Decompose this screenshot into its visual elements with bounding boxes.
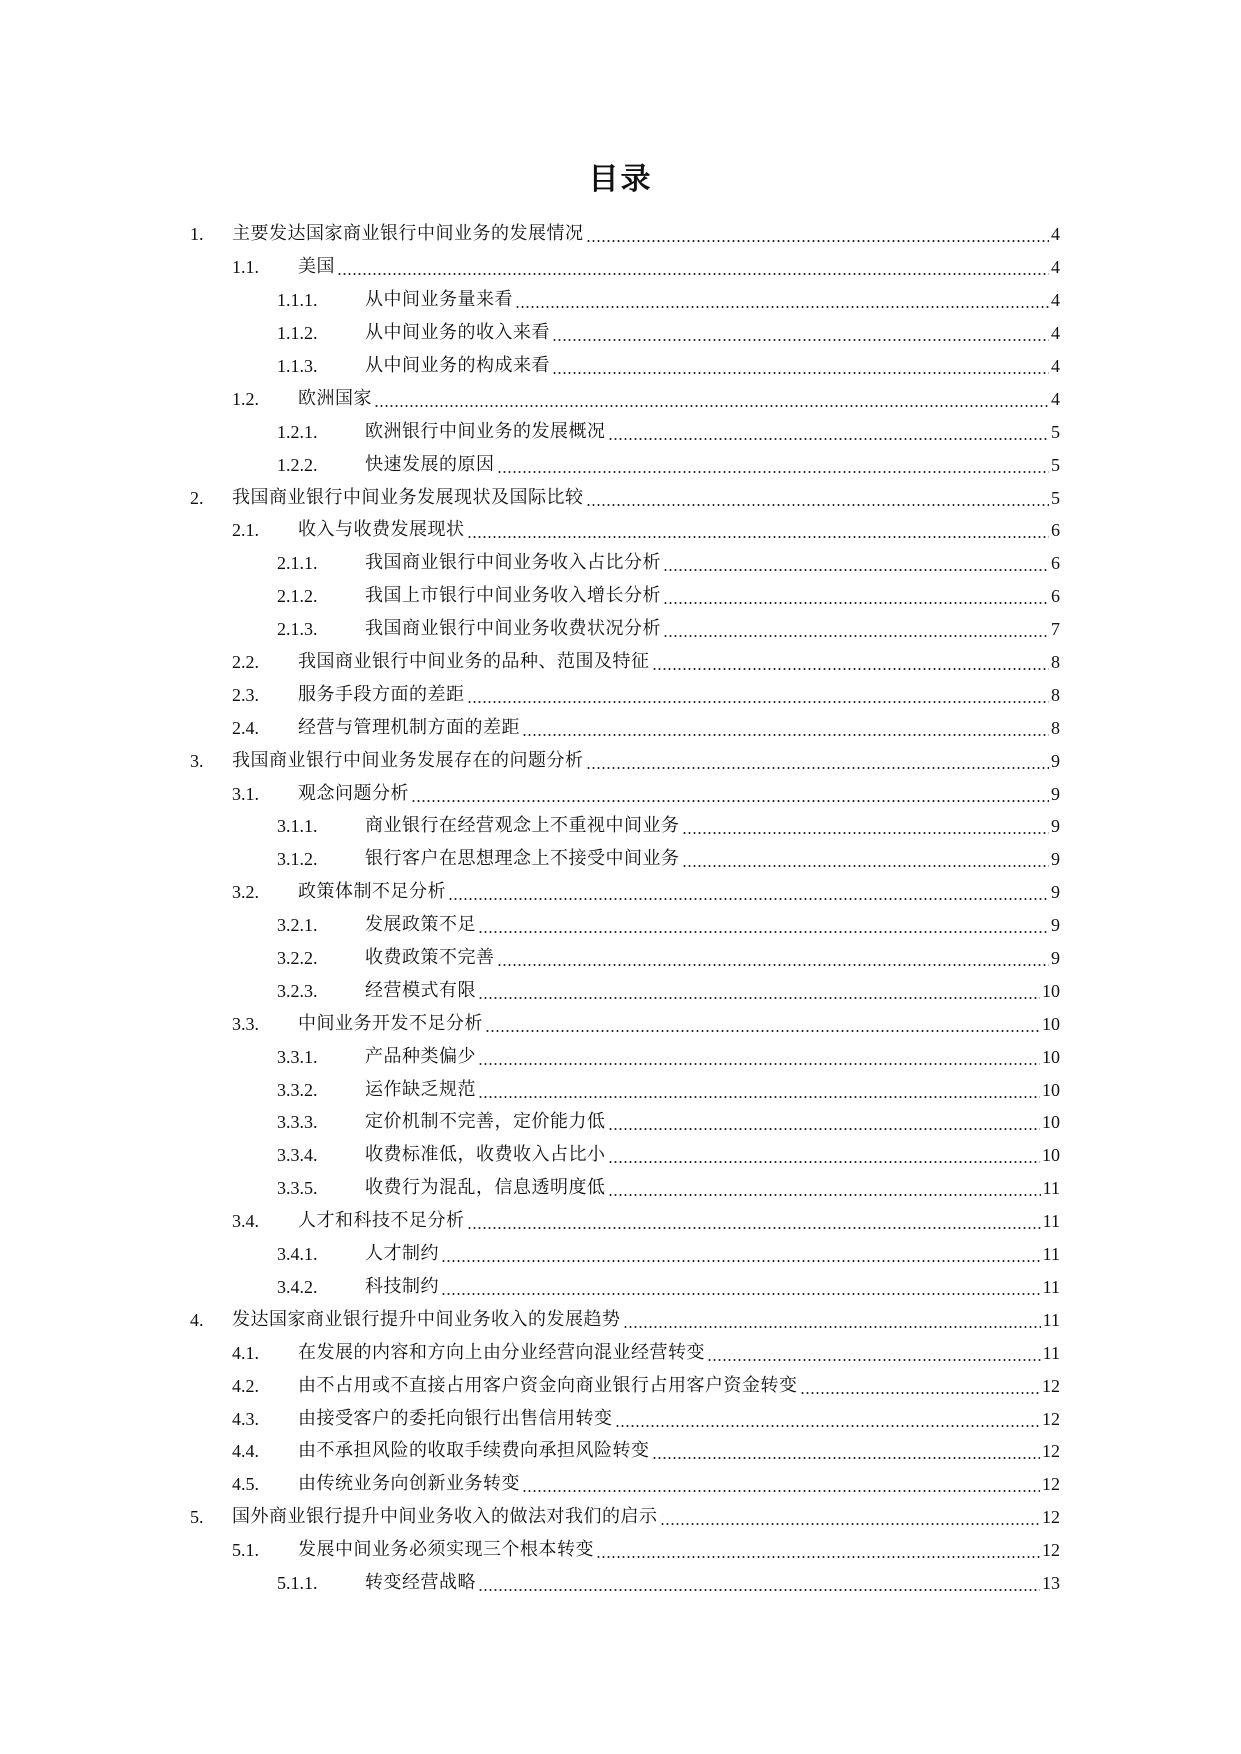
toc-entry-title[interactable]: 美国 (298, 256, 335, 278)
toc-entry-number: 2.1.3. (277, 619, 318, 640)
toc-entry-page-number: 9 (1051, 816, 1060, 837)
dot-leader (552, 322, 1049, 344)
dot-leader (586, 750, 1050, 772)
toc-entry-title[interactable]: 中间业务开发不足分析 (298, 1012, 483, 1034)
toc-entry[interactable] (190, 1007, 1060, 1040)
toc-entry-number: 5.1.1. (277, 1572, 318, 1593)
toc-entry-page-number: 9 (1051, 849, 1060, 870)
dot-leader (707, 1342, 1041, 1364)
toc-entry-page-number: 12 (1042, 1441, 1060, 1462)
toc-entry[interactable] (190, 613, 1060, 646)
toc-entry-number: 5. (190, 1507, 204, 1528)
toc-entry[interactable] (190, 1139, 1060, 1172)
toc-entry-title[interactable]: 政策体制不足分析 (298, 881, 446, 903)
dot-leader (608, 1144, 1041, 1166)
dot-leader (682, 848, 1050, 870)
dot-leader (478, 914, 1049, 936)
toc-entry-page-number: 11 (1042, 1342, 1060, 1363)
dot-leader (522, 717, 1049, 739)
toc-entry-number: 4. (190, 1309, 204, 1330)
toc-entry-number: 4.5. (232, 1474, 259, 1495)
toc-entry-title[interactable]: 经营与管理机制方面的差距 (298, 716, 520, 738)
dot-leader (586, 223, 1050, 245)
dot-leader (467, 684, 1050, 706)
dot-leader (615, 1408, 1041, 1430)
dot-leader (608, 421, 1050, 443)
toc-entry[interactable] (190, 284, 1060, 317)
dot-leader (478, 980, 1040, 1002)
toc-entry-number: 2.3. (232, 684, 259, 705)
toc-entry-title[interactable]: 我国商业银行中间业务发展存在的问题分析 (232, 749, 584, 771)
toc-entry-page-number: 11 (1042, 1244, 1060, 1265)
toc-entry[interactable] (190, 547, 1060, 580)
toc-entry-title[interactable]: 在发展的内容和方向上由分业经营向混业经营转变 (298, 1341, 705, 1363)
dot-leader (800, 1375, 1041, 1397)
toc-entry-title[interactable]: 我国商业银行中间业务收费状况分析 (365, 618, 661, 640)
toc-entry-page-number: 4 (1051, 290, 1060, 311)
toc-entry-title[interactable]: 人才和科技不足分析 (298, 1210, 465, 1232)
toc-entry-page-number: 10 (1042, 1046, 1060, 1067)
toc-entry-page-number: 10 (1042, 1145, 1060, 1166)
toc-entry-title[interactable]: 定价机制不完善，定价能力低 (365, 1111, 606, 1133)
toc-entry-page-number: 10 (1042, 1013, 1060, 1034)
toc-entry-page-number: 10 (1042, 1112, 1060, 1133)
toc-entry-number: 2.1. (232, 520, 259, 541)
toc-entry-number: 3.3.2. (277, 1079, 318, 1100)
toc-entry-page-number: 8 (1051, 652, 1060, 673)
toc-entry[interactable] (190, 942, 1060, 975)
toc-entry-number: 3.1.2. (277, 849, 318, 870)
toc-entry-title[interactable]: 欧洲银行中间业务的发展概况 (365, 420, 606, 442)
toc-entry-page-number: 6 (1051, 586, 1060, 607)
toc-entry-number: 1.1.2. (277, 323, 318, 344)
toc-entry-number: 3.2.1. (277, 915, 318, 936)
toc-entry-number: 3.1.1. (277, 816, 318, 837)
toc-entry-title[interactable]: 运作缺乏规范 (365, 1078, 476, 1100)
toc-entry[interactable] (190, 448, 1060, 481)
toc-entry[interactable] (190, 218, 1060, 251)
toc-entry[interactable] (190, 1106, 1060, 1139)
toc-entry-page-number: 11 (1042, 1309, 1060, 1330)
toc-entry-page-number: 4 (1051, 257, 1060, 278)
toc-entry-number: 3.4.1. (277, 1244, 318, 1265)
dot-leader (623, 1309, 1041, 1331)
toc-entry-page-number: 9 (1051, 750, 1060, 771)
toc-entry-page-number: 12 (1042, 1507, 1060, 1528)
toc-entry-number: 4.1. (232, 1342, 259, 1363)
toc-entry[interactable] (190, 1567, 1060, 1600)
toc-entry-page-number: 5 (1051, 454, 1060, 475)
toc-entry-page-number: 7 (1051, 619, 1060, 640)
toc-entry-page-number: 6 (1051, 553, 1060, 574)
toc-entry-page-number: 12 (1042, 1474, 1060, 1495)
toc-entry-page-number: 11 (1042, 1276, 1060, 1297)
toc-heading: 目录 (588, 162, 653, 197)
toc-entry-number: 1.1.3. (277, 356, 318, 376)
toc-entry-title[interactable]: 国外商业银行提升中间业务收入的做法对我们的启示 (232, 1506, 658, 1528)
dot-leader (663, 552, 1049, 574)
toc-entry[interactable] (190, 1468, 1060, 1501)
toc-entry-number: 4.4. (232, 1441, 259, 1462)
toc-entry-title[interactable]: 产品种类偏少 (365, 1045, 476, 1067)
toc-entry-number: 1. (190, 224, 204, 245)
toc-entry-number: 1.2.2. (277, 454, 318, 475)
toc-entry[interactable] (190, 1402, 1060, 1435)
toc-entry-number: 3.4. (232, 1211, 259, 1232)
toc-entry-title[interactable]: 由不承担风险的收取手续费向承担风险转变 (298, 1440, 650, 1462)
toc-entry-number: 2.2. (232, 652, 259, 673)
toc-entry-title[interactable]: 我国商业银行中间业务发展现状及国际比较 (232, 486, 584, 508)
dot-leader (467, 519, 1050, 541)
toc-entry-title[interactable]: 我国商业银行中间业务收入占比分析 (365, 552, 661, 574)
toc-entry-title[interactable]: 收入与收费发展现状 (298, 519, 465, 541)
toc-entry[interactable] (190, 1501, 1060, 1534)
toc-entry[interactable] (190, 1336, 1060, 1369)
toc-entry-page-number: 6 (1051, 520, 1060, 541)
toc-entry-title[interactable]: 科技制约 (365, 1275, 439, 1297)
toc-entry[interactable] (190, 1040, 1060, 1073)
toc-entry[interactable] (190, 1238, 1060, 1271)
toc-entry-title[interactable]: 银行客户在思想理念上不接受中间业务 (365, 848, 680, 870)
toc-entry-page-number: 4 (1051, 388, 1060, 409)
toc-entry[interactable] (190, 1435, 1060, 1468)
dot-leader (552, 355, 1049, 377)
dot-leader (497, 454, 1050, 476)
toc-entry-number: 3.3. (232, 1013, 259, 1034)
toc-entry-title[interactable]: 欧洲国家 (298, 387, 372, 409)
toc-entry[interactable] (190, 711, 1060, 744)
toc-entry-number: 2.4. (232, 717, 259, 738)
toc-entry[interactable] (190, 350, 1060, 383)
dot-leader (374, 388, 1049, 410)
toc-entry-title[interactable]: 收费标准低，收费收入占比小 (365, 1144, 606, 1166)
toc-entry-title[interactable]: 转变经营战略 (365, 1571, 476, 1593)
dot-leader (441, 1276, 1041, 1298)
toc-entry-page-number: 4 (1051, 224, 1060, 245)
dot-leader (478, 1046, 1040, 1068)
toc-entry-page-number: 8 (1051, 684, 1060, 705)
toc-entry[interactable] (190, 876, 1060, 909)
dot-leader (608, 1177, 1041, 1199)
dot-leader (448, 881, 1049, 903)
toc-entry-number: 1.2. (232, 388, 259, 409)
toc-entry-title[interactable]: 从中间业务量来看 (365, 289, 513, 311)
toc-entry-page-number: 11 (1042, 1178, 1060, 1199)
toc-entry-number: 3. (190, 750, 204, 771)
toc-entry[interactable] (190, 678, 1060, 711)
toc-list (190, 218, 1060, 1599)
toc-entry-page-number: 13 (1042, 1572, 1060, 1593)
toc-entry-number: 4.2. (232, 1375, 259, 1396)
toc-entry[interactable] (190, 646, 1060, 679)
toc-entry[interactable] (190, 1205, 1060, 1238)
toc-entry-title[interactable]: 快速发展的原因 (365, 453, 495, 475)
toc-entry-page-number: 8 (1051, 717, 1060, 738)
dot-leader (522, 1473, 1040, 1495)
toc-entry[interactable] (190, 382, 1060, 415)
toc-entry-number: 1.1. (232, 257, 259, 278)
toc-entry-title[interactable]: 发展政策不足 (365, 914, 476, 936)
toc-entry[interactable] (190, 481, 1060, 514)
dot-leader (441, 1243, 1041, 1265)
toc-entry[interactable] (190, 514, 1060, 547)
dot-leader (682, 815, 1050, 837)
toc-entry[interactable] (190, 1369, 1060, 1402)
toc-entry-title[interactable]: 收费政策不完善 (365, 947, 495, 969)
toc-entry-page-number: 5 (1051, 421, 1060, 442)
dot-leader (663, 585, 1049, 607)
toc-entry-number: 2.1.1. (277, 553, 318, 574)
toc-entry-number: 1.2.1. (277, 421, 318, 442)
toc-entry[interactable] (190, 580, 1060, 613)
dot-leader (467, 1210, 1041, 1232)
toc-entry-page-number: 9 (1051, 783, 1060, 804)
dot-leader (337, 256, 1049, 278)
toc-entry[interactable] (190, 1172, 1060, 1205)
toc-entry-number: 3.1. (232, 783, 259, 804)
toc-entry[interactable] (190, 974, 1060, 1007)
toc-entry[interactable] (190, 1073, 1060, 1106)
dot-leader (497, 947, 1050, 969)
toc-entry-page-number: 12 (1042, 1540, 1060, 1561)
dot-leader (596, 1539, 1040, 1561)
toc-entry-number: 4.3. (232, 1408, 259, 1429)
toc-entry-number: 5.1. (232, 1540, 259, 1561)
toc-entry-page-number: 12 (1042, 1375, 1060, 1396)
dot-leader (485, 1013, 1040, 1035)
toc-entry-title[interactable]: 发展中间业务必须实现三个根本转变 (298, 1539, 594, 1561)
dot-leader (411, 783, 1049, 805)
dot-leader (652, 651, 1050, 673)
toc-entry[interactable] (190, 1303, 1060, 1336)
toc-entry[interactable] (190, 1271, 1060, 1304)
toc-entry[interactable] (190, 317, 1060, 350)
toc-entry-number: 2. (190, 487, 204, 508)
toc-entry-title[interactable]: 经营模式有限 (365, 979, 476, 1001)
toc-entry-title[interactable]: 主要发达国家商业银行中间业务的发展情况 (232, 223, 584, 245)
toc-entry-page-number: 9 (1051, 948, 1060, 969)
toc-entry-number: 3.3.3. (277, 1112, 318, 1133)
toc-entry-page-number: 10 (1042, 1079, 1060, 1100)
toc-entry-number: 3.3.5. (277, 1178, 318, 1199)
toc-entry[interactable] (190, 843, 1060, 876)
toc-entry-number: 1.1.1. (277, 290, 318, 311)
toc-entry[interactable] (190, 415, 1060, 448)
toc-entry-page-number: 9 (1051, 882, 1060, 903)
toc-entry-title[interactable]: 从中间业务的收入来看 (365, 322, 550, 344)
dot-leader (586, 487, 1050, 509)
toc-entry[interactable] (190, 744, 1060, 777)
toc-entry-number: 3.4.2. (277, 1276, 318, 1297)
toc-entry-page-number: 9 (1051, 915, 1060, 936)
toc-entry[interactable] (190, 810, 1060, 843)
dot-leader (608, 1111, 1041, 1133)
toc-entry-title[interactable]: 商业银行在经营观念上不重视中间业务 (365, 815, 680, 837)
toc-entry-number: 3.3.1. (277, 1046, 318, 1067)
toc-entry-page-number: 4 (1051, 323, 1060, 344)
dot-leader (663, 618, 1049, 640)
toc-entry-title[interactable]: 由接受客户的委托向银行出售信用转变 (298, 1407, 613, 1429)
toc-entry-title[interactable]: 由不占用或不直接占用客户资金向商业银行占用客户资金转变 (298, 1374, 798, 1396)
dot-leader (515, 289, 1049, 311)
toc-entry-title[interactable]: 收费行为混乱，信息透明度低 (365, 1177, 606, 1199)
toc-entry-number: 3.2. (232, 882, 259, 903)
toc-entry[interactable] (190, 777, 1060, 810)
toc-entry-number: 3.2.3. (277, 980, 318, 1001)
toc-entry[interactable] (190, 251, 1060, 284)
toc-entry-title[interactable]: 观念问题分析 (298, 782, 409, 804)
toc-entry-page-number: 11 (1042, 1211, 1060, 1232)
dot-leader (660, 1506, 1041, 1528)
toc-entry-title[interactable]: 我国上市银行中间业务收入增长分析 (365, 585, 661, 607)
toc-entry-page-number: 4 (1051, 356, 1060, 376)
dot-leader (478, 1079, 1040, 1101)
toc-entry-title[interactable]: 我国商业银行中间业务的品种、范围及特征 (298, 651, 650, 673)
toc-entry-number: 3.3.4. (277, 1145, 318, 1166)
dot-leader (478, 1572, 1040, 1594)
toc-entry-title[interactable]: 由传统业务向创新业务转变 (298, 1473, 520, 1495)
toc-entry-page-number: 12 (1042, 1408, 1060, 1429)
toc-entry[interactable] (190, 1534, 1060, 1567)
toc-entry-page-number: 5 (1051, 487, 1060, 508)
toc-entry[interactable] (190, 909, 1060, 942)
toc-entry-title[interactable]: 发达国家商业银行提升中间业务收入的发展趋势 (232, 1308, 621, 1330)
toc-entry-title[interactable]: 服务手段方面的差距 (298, 683, 465, 705)
toc-entry-title[interactable]: 从中间业务的构成来看 (365, 355, 550, 376)
toc-entry-number: 2.1.2. (277, 586, 318, 607)
toc-entry-number: 3.2.2. (277, 948, 318, 969)
toc-entry-page-number: 10 (1042, 980, 1060, 1001)
dot-leader (652, 1440, 1041, 1462)
toc-entry-title[interactable]: 人才制约 (365, 1243, 439, 1265)
